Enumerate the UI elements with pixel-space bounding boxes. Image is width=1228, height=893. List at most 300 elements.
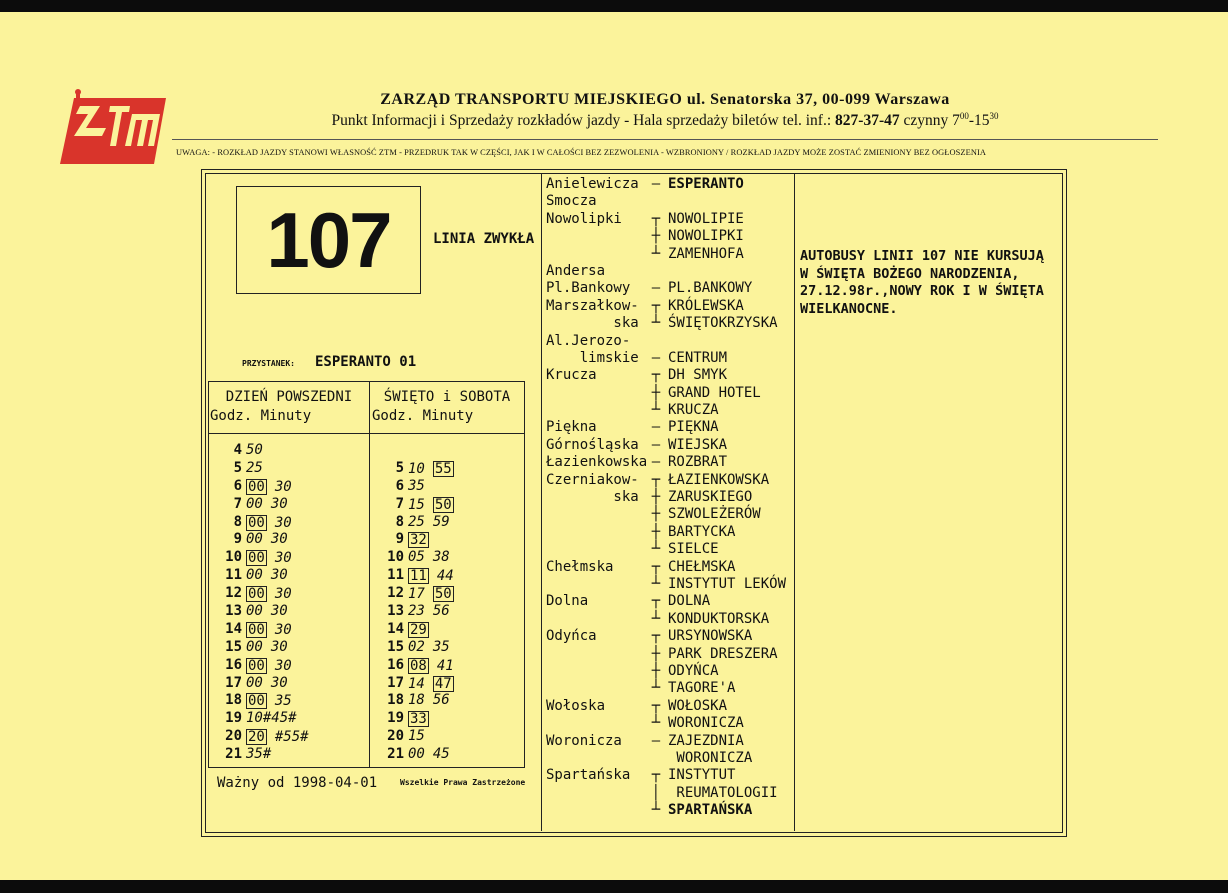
street-name: Łazienkowska [546, 454, 648, 471]
hour: 6 [233, 477, 242, 494]
minute: 30 [274, 550, 292, 567]
stop-name: TAGORE'A [668, 680, 736, 697]
route-row [546, 524, 794, 541]
weekday-row [209, 496, 317, 514]
holiday-row [371, 728, 462, 746]
stop-name: WORONICZA [668, 749, 753, 766]
route-mark: ┴ [651, 575, 661, 592]
route-row [546, 228, 794, 245]
stop-name: URSYNOWSKA [668, 628, 753, 645]
minutes [246, 657, 300, 675]
minutes [246, 460, 271, 478]
stop-name: ESPERANTO [668, 176, 744, 192]
hour: 12 [387, 585, 404, 602]
weekday-row [209, 514, 317, 532]
street-name: Chełmska [546, 558, 614, 575]
ztm-logo [56, 84, 166, 164]
stop-name: PL.BANKOWY [668, 280, 753, 297]
minute: 35 [432, 638, 450, 655]
holiday-row [371, 585, 462, 603]
route-row [546, 367, 794, 384]
route-mark: │ [651, 784, 661, 801]
route-mark: – [651, 732, 661, 749]
route-row [546, 733, 794, 750]
minute: 30 [270, 638, 288, 655]
route-mark: ┬ [651, 697, 661, 714]
stop-name: SIELCE [668, 541, 719, 558]
warning-text: UWAGA: - ROZKŁAD JAZDY STANOWI WŁASNOŚĆ ZTM - PRZEDRUK TAK W CZĘŚCI, JAK I W CAŁOŚCI BEZ ZEZWOLENIA - WZBRONIONY / ROZKŁAD JAZDY MOŻE ZOSTAĆ ZMIENIONY BEZ OGŁOSZENIA [176, 148, 987, 157]
route-row [546, 350, 794, 367]
minute-marked: 29 [410, 621, 427, 638]
weekday-row [209, 692, 317, 710]
minutes [246, 496, 296, 514]
stop-name: SZWOLEŻERÓW [668, 506, 761, 523]
minute-marked: 00 [248, 514, 265, 531]
stop-name: PIĘKNA [668, 419, 719, 436]
minute-marked: 08 [410, 657, 427, 674]
divider-right [794, 173, 795, 831]
route-row [546, 785, 794, 802]
minutes [408, 675, 462, 693]
route-mark: – [651, 419, 661, 436]
weekday-row [209, 728, 317, 746]
hour: 11 [387, 567, 404, 584]
minutes [246, 675, 296, 693]
holiday-row [371, 567, 462, 585]
minute: 15 [408, 728, 425, 745]
minute: 44 [436, 568, 454, 585]
route-row [546, 176, 794, 193]
stop-name: WIEJSKA [668, 436, 728, 453]
route-mark: ┼ [651, 645, 661, 662]
hour: 18 [387, 692, 404, 709]
minutes [246, 567, 296, 585]
minute: 30 [274, 657, 292, 674]
minute: 30 [274, 621, 292, 638]
route-mark: ┼ [651, 523, 661, 540]
minute: 00 [246, 531, 263, 548]
minute: 45 [432, 746, 450, 763]
route-row [546, 402, 794, 419]
route-mark: ┬ [651, 767, 661, 784]
minute-marked: 00 [248, 478, 265, 495]
minute: 10 [408, 460, 425, 477]
minute: 56 [432, 692, 450, 709]
route-row [546, 750, 794, 767]
hour: 6 [395, 477, 404, 494]
holiday-row [371, 675, 462, 693]
hour: 8 [395, 513, 404, 530]
weekday-row [209, 710, 317, 728]
minute: 18 [408, 692, 425, 709]
street-name: Górnośląska [546, 436, 639, 453]
route-row [546, 576, 794, 593]
service-note: AUTOBUSY LINII 107 NIE KURSUJĄ W ŚWIĘTA BOŻEGO NARODZENIA, 27.12.98r.,NOWY ROK I W ŚWIĘTA WIELKANOCNE. [800, 248, 1044, 317]
header-rule [172, 139, 1158, 140]
minutes [246, 639, 296, 657]
minute: 30 [270, 531, 288, 548]
minute: 30 [274, 478, 292, 495]
route-mark: – [651, 176, 661, 192]
weekday-rows [209, 442, 317, 764]
holiday-row [371, 692, 462, 710]
table-header-divider [209, 433, 524, 434]
route-row [546, 211, 794, 228]
street-name: Piękna [546, 419, 597, 436]
minute-marked: 33 [410, 711, 427, 728]
street-name: ska [546, 315, 639, 332]
minutes [246, 549, 300, 567]
holiday-row [371, 442, 462, 460]
weekday-row [209, 603, 317, 621]
hour: 17 [387, 674, 404, 691]
stop-name: ŚWIĘTOKRZYSKA [668, 315, 778, 332]
route-row [546, 419, 794, 436]
weekday-row [209, 567, 317, 585]
stop-name: KRÓLEWSKA [668, 297, 744, 314]
hour: 9 [233, 531, 242, 548]
hour: 19 [387, 710, 404, 727]
minute: 00 [246, 603, 263, 620]
minutes [246, 514, 300, 532]
hour: 15 [387, 638, 404, 655]
route-row [546, 628, 794, 645]
route-row [546, 593, 794, 610]
weekday-row [209, 460, 317, 478]
route-row [546, 611, 794, 628]
minutes [246, 746, 279, 764]
stop-name: DOLNA [668, 593, 711, 610]
hour: 17 [225, 674, 242, 691]
street-name: Pl.Bankowy [546, 280, 631, 297]
route-mark: ┼ [651, 384, 661, 401]
route-mark: ┼ [651, 662, 661, 679]
stop-name: BARTYCKA [668, 523, 736, 540]
minute: 00 [246, 674, 263, 691]
minute: 30 [270, 495, 288, 512]
weekday-row [209, 675, 317, 693]
minute-marked: 00 [248, 586, 265, 603]
route-row [546, 646, 794, 663]
route-mark: ┼ [651, 228, 661, 245]
weekday-row [209, 442, 317, 460]
hour: 7 [395, 495, 404, 512]
minute: 35# [246, 746, 272, 763]
street-name: Wołoska [546, 697, 606, 714]
stop-name: ZARUSKIEGO [668, 489, 753, 506]
route-row [546, 315, 794, 332]
route-row [546, 802, 794, 819]
weekday-row [209, 531, 317, 549]
route-row [546, 333, 794, 350]
minute: 02 [408, 638, 425, 655]
weekday-row [209, 746, 317, 764]
timetable-sheet [0, 12, 1228, 880]
hour: 21 [387, 746, 404, 763]
weekday-subtitle: Godz. Minuty [210, 408, 312, 424]
minute: 23 [408, 603, 425, 620]
minute-marked: 47 [434, 675, 452, 692]
rights-notice: Wszelkie Prawa Zastrzeżone [400, 778, 526, 787]
street-name: ska [546, 489, 639, 506]
minutes [246, 442, 271, 460]
minute: 38 [432, 549, 450, 566]
street-name: Woronicza [546, 732, 622, 749]
stop-name: WOŁOSKA [668, 697, 728, 714]
minute: 10#45# [246, 710, 297, 727]
stop-name: REUMATOLOGII [668, 784, 778, 801]
minute: 15 [408, 496, 425, 513]
minutes [408, 746, 458, 764]
route-row [546, 385, 794, 402]
route-mark: ┴ [651, 315, 661, 332]
holiday-row [371, 710, 462, 728]
holiday-row [371, 531, 462, 549]
stop-name: CENTRUM [668, 349, 728, 366]
minute: 00 [408, 746, 425, 763]
stop-name: NOWOLIPKI [668, 228, 744, 245]
stop-name: INSTYTUT LEKÓW [668, 575, 787, 592]
stop-name: ROZBRAT [668, 454, 728, 471]
weekday-row [209, 478, 317, 496]
hour: 7 [233, 495, 242, 512]
divider-left [541, 173, 542, 831]
minute: 35 [274, 693, 292, 710]
weekday-title: DZIEŃ POWSZEDNI [225, 389, 353, 405]
minute-marked: 00 [248, 693, 265, 710]
route-row [546, 698, 794, 715]
hour: 16 [225, 656, 242, 673]
street-name: Anielewicza [546, 176, 639, 192]
hour: 5 [395, 459, 404, 476]
route-row [546, 193, 794, 210]
minute-marked: 20 [248, 729, 265, 746]
route-mark: ┴ [651, 541, 661, 558]
minutes [408, 657, 462, 675]
route-mark: ┼ [651, 489, 661, 506]
route-mark: ┴ [651, 402, 661, 419]
stop-name: ZAMENHOFA [668, 245, 744, 262]
stop-name: DH SMYK [668, 367, 728, 384]
hour: 18 [225, 692, 242, 709]
route-mark: ┬ [651, 210, 661, 227]
route-mark: ┬ [651, 297, 661, 314]
route-mark: – [651, 349, 661, 366]
hour: 10 [225, 549, 242, 566]
stop-name: WORONICZA [668, 715, 744, 732]
weekday-row [209, 639, 317, 657]
minute-marked: 32 [410, 532, 427, 549]
minute: 05 [408, 549, 425, 566]
street-name: Marszałkow- [546, 297, 639, 314]
stop-name: GRAND HOTEL [668, 384, 761, 401]
holiday-row [371, 514, 462, 532]
hour: 16 [387, 656, 404, 673]
minute: 25 [408, 513, 425, 530]
street-name: limskie [546, 349, 639, 366]
route-mark: ┬ [651, 471, 661, 488]
minutes [246, 603, 296, 621]
minute: 30 [270, 674, 288, 691]
route-row [546, 506, 794, 523]
hour: 21 [225, 746, 242, 763]
route-mark: ┴ [651, 245, 661, 262]
route-row [546, 489, 794, 506]
minute: 30 [270, 567, 288, 584]
route-row [546, 680, 794, 697]
minutes [246, 621, 300, 639]
minute: 30 [270, 603, 288, 620]
minutes [408, 728, 433, 746]
minutes [246, 585, 300, 603]
stop-name: ODYŃCA [668, 662, 719, 679]
minute: 30 [274, 514, 292, 531]
holiday-row [371, 657, 462, 675]
stop-name: ESPERANTO 01 [315, 354, 417, 370]
minute: 50 [246, 442, 263, 458]
street-name: Dolna [546, 593, 589, 610]
street-name: Krucza [546, 367, 597, 384]
route-mark: – [651, 280, 661, 297]
minutes [408, 531, 437, 549]
minute-marked: 00 [248, 621, 265, 638]
holiday-row [371, 746, 462, 764]
route-row [546, 541, 794, 558]
stop-name: CHEŁMSKA [668, 558, 736, 575]
stop-name: NOWOLIPIE [668, 210, 744, 227]
minute-marked: 55 [434, 460, 452, 477]
minutes [408, 496, 462, 514]
holiday-row [371, 603, 462, 621]
street-name: Smocza [546, 193, 597, 210]
route-mark: ┬ [651, 367, 661, 384]
minutes [408, 621, 437, 639]
minute-marked: 00 [248, 550, 265, 567]
hour [371, 442, 404, 460]
minute-marked: 50 [434, 496, 452, 513]
minute-marked: 50 [434, 586, 452, 603]
route-mark: ┼ [651, 506, 661, 523]
weekday-row [209, 585, 317, 603]
hour: 11 [225, 567, 242, 584]
minutes [408, 567, 462, 585]
stop-name: KRUCZA [668, 402, 719, 419]
weekday-row [209, 621, 317, 639]
hour: 4 [233, 442, 242, 458]
route-row [546, 246, 794, 263]
minute: 41 [436, 657, 454, 674]
route-mark: ┴ [651, 715, 661, 732]
valid-from: Ważny od 1998-04-01 [217, 775, 378, 791]
street-name: Odyńca [546, 628, 597, 645]
stop-name: INSTYTUT [668, 767, 736, 784]
minutes [408, 478, 433, 496]
route-list [546, 176, 794, 819]
stop-name: ZAJEZDNIA [668, 732, 744, 749]
route-mark: ┬ [651, 628, 661, 645]
route-row [546, 559, 794, 576]
minute: 59 [432, 513, 450, 530]
street-name: Andersa [546, 262, 606, 279]
minute: #55# [274, 729, 309, 746]
street-name: Al.Jerozo- [546, 332, 631, 349]
route-row [546, 437, 794, 454]
holiday-row [371, 549, 462, 567]
weekday-header [209, 388, 369, 426]
route-mark: ┴ [651, 680, 661, 697]
holiday-row [371, 460, 462, 478]
route-row [546, 767, 794, 784]
minutes [246, 710, 305, 728]
hour: 14 [225, 620, 242, 637]
hour: 8 [233, 513, 242, 530]
route-mark: ┬ [651, 593, 661, 610]
holiday-header [370, 388, 524, 426]
hour: 19 [225, 710, 242, 727]
hour: 20 [387, 728, 404, 745]
minutes [246, 531, 296, 549]
minute-marked: 11 [410, 568, 427, 585]
stop-name: PARK DRESZERA [668, 645, 778, 662]
route-mark: ┴ [651, 610, 661, 627]
minutes [408, 549, 458, 567]
header-info: Punkt Informacji i Sprzedaży rozkładów jazdy - Hala sprzedaży biletów tel. inf.: 827-37-47 czynny $7^{00}-15^{30}$ [331, 111, 999, 130]
minutes [408, 460, 462, 478]
hour: 13 [225, 603, 242, 620]
holiday-row [371, 639, 462, 657]
minute: 00 [246, 638, 263, 655]
route-row [546, 472, 794, 489]
minute: 14 [408, 675, 425, 692]
hour: 15 [225, 638, 242, 655]
stop-name: ŁAZIENKOWSKA [668, 471, 770, 488]
holiday-rows [371, 442, 462, 764]
holiday-row [371, 478, 462, 496]
route-row [546, 663, 794, 680]
holiday-title: ŚWIĘTO i SOBOTA [383, 389, 511, 405]
minutes [408, 692, 458, 710]
hour: 9 [395, 531, 404, 548]
hour: 13 [387, 603, 404, 620]
route-row [546, 454, 794, 471]
minute: 17 [408, 586, 425, 603]
hour: 20 [225, 728, 242, 745]
route-mark: ┴ [651, 802, 661, 819]
stop-name: KONDUKTORSKA [668, 610, 770, 627]
stop-label: PRZYSTANEK: [242, 359, 295, 368]
route-mark: – [651, 436, 661, 453]
minutes [246, 692, 300, 710]
line-type: LINIA ZWYKŁA [433, 231, 535, 247]
hour: 5 [233, 459, 242, 476]
weekday-row [209, 549, 317, 567]
holiday-row [371, 496, 462, 514]
phone-number: 827-37-47 [835, 112, 900, 130]
route-mark: – [651, 454, 661, 471]
holiday-row [371, 621, 462, 639]
minute: 25 [246, 459, 263, 476]
minutes [246, 478, 300, 496]
route-row [546, 715, 794, 732]
table-column-divider [369, 382, 370, 767]
minutes [408, 710, 437, 728]
hour: 12 [225, 585, 242, 602]
minute: 00 [246, 495, 263, 512]
street-name: Czerniakow- [546, 471, 639, 488]
departure-table [208, 381, 525, 768]
hour: 14 [387, 620, 404, 637]
weekday-row [209, 657, 317, 675]
